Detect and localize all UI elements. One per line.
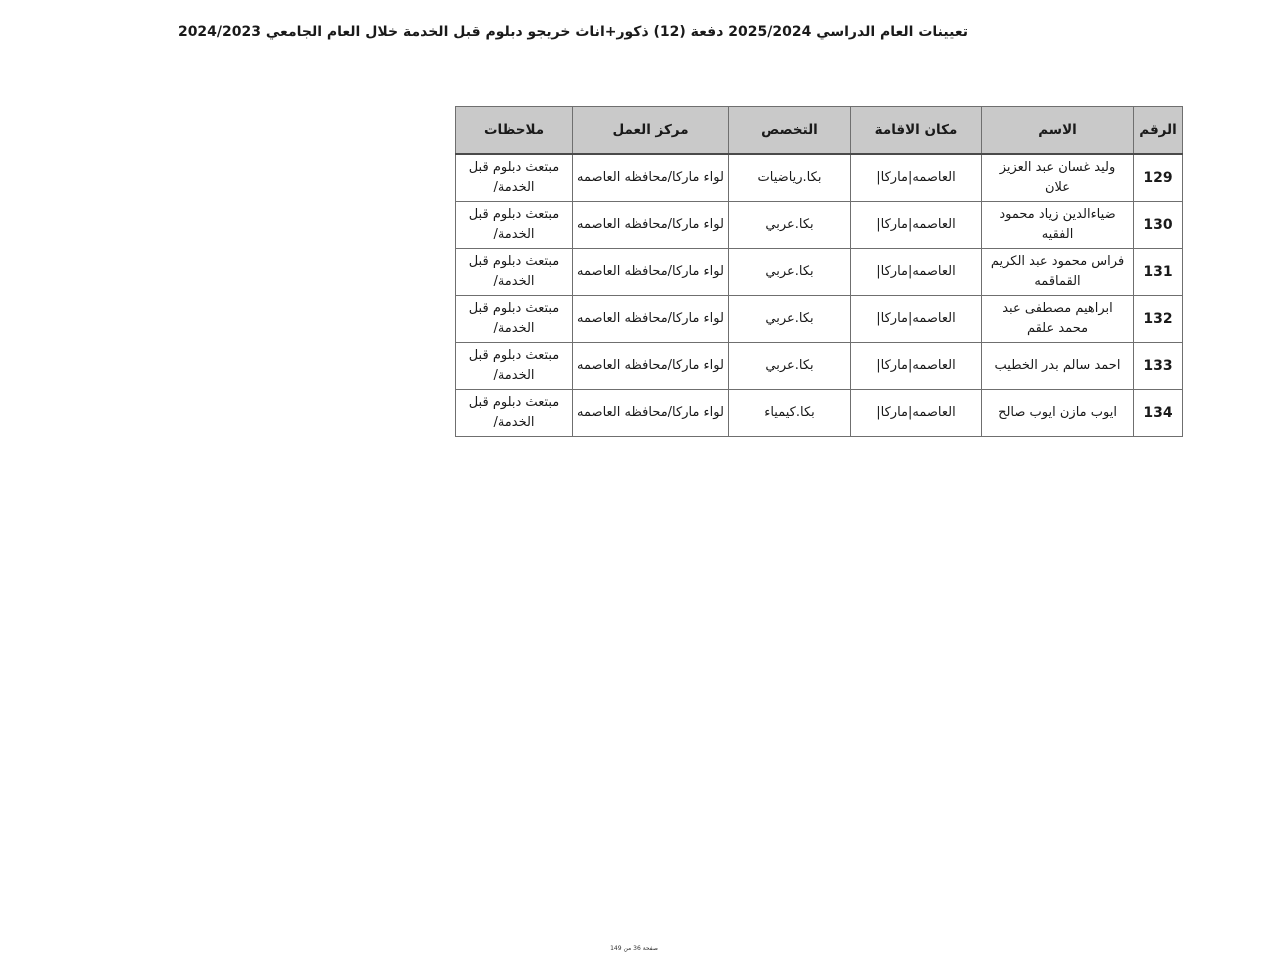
cell-name: احمد سالم بدر الخطيب: [982, 343, 1134, 390]
cell-notes: مبتعث دبلوم قبل الخدمة/: [456, 343, 573, 390]
cell-specialization: بكا.عربي: [729, 343, 851, 390]
cell-specialization: بكا.عربي: [729, 296, 851, 343]
cell-specialization: بكا.كيمياء: [729, 390, 851, 437]
cell-residence: العاصمه|ماركا|: [851, 390, 982, 437]
cell-work-center: لواء ماركا/محافظه العاصمه: [573, 343, 729, 390]
header-work-center: مركز العمل: [573, 107, 729, 155]
cell-notes: مبتعث دبلوم قبل الخدمة/: [456, 296, 573, 343]
cell-number: 130: [1134, 202, 1183, 249]
cell-work-center: لواء ماركا/محافظه العاصمه: [573, 390, 729, 437]
cell-number: 133: [1134, 343, 1183, 390]
cell-residence: العاصمه|ماركا|: [851, 249, 982, 296]
table-row: [456, 202, 1183, 249]
cell-work-center: لواء ماركا/محافظه العاصمه: [573, 154, 729, 202]
cell-work-center: لواء ماركا/محافظه العاصمه: [573, 296, 729, 343]
page-title: تعيينات العام الدراسي 2025/2024 دفعة (12) ذكور+اناث خريجو دبلوم قبل الخدمة خلال العام الجامعي 2024/2023: [177, 24, 968, 40]
cell-name: وليد غسان عبد العزيز علان: [982, 154, 1134, 202]
cell-work-center: لواء ماركا/محافظه العاصمه: [573, 249, 729, 296]
header-specialization: التخصص: [729, 107, 851, 155]
cell-number: 131: [1134, 249, 1183, 296]
cell-name: فراس محمود عبد الكريم القماقمه: [982, 249, 1134, 296]
cell-number: 132: [1134, 296, 1183, 343]
cell-specialization: بكا.عربي: [729, 202, 851, 249]
cell-notes: مبتعث دبلوم قبل الخدمة/: [456, 390, 573, 437]
page-footer: صفحة 36 من 149: [610, 945, 658, 952]
table-row: [456, 249, 1183, 296]
cell-notes: مبتعث دبلوم قبل الخدمة/: [456, 249, 573, 296]
appointments-table: [455, 106, 1183, 437]
cell-work-center: لواء ماركا/محافظه العاصمه: [573, 202, 729, 249]
table-header: [456, 107, 1183, 155]
cell-residence: العاصمه|ماركا|: [851, 154, 982, 202]
cell-specialization: بكا.رياضيات: [729, 154, 851, 202]
table-row: [456, 296, 1183, 343]
cell-residence: العاصمه|ماركا|: [851, 202, 982, 249]
cell-number: 129: [1134, 154, 1183, 202]
table-row: [456, 154, 1183, 202]
cell-notes: مبتعث دبلوم قبل الخدمة/: [456, 202, 573, 249]
cell-name: ضياءالدين زياد محمود الفقيه: [982, 202, 1134, 249]
cell-residence: العاصمه|ماركا|: [851, 343, 982, 390]
cell-residence: العاصمه|ماركا|: [851, 296, 982, 343]
cell-name: ايوب مازن ايوب صالح: [982, 390, 1134, 437]
table-body: [456, 154, 1183, 437]
cell-number: 134: [1134, 390, 1183, 437]
header-number: الرقم: [1134, 107, 1183, 155]
table-row: [456, 343, 1183, 390]
cell-name: ابراهيم مصطفى عبد محمد علقم: [982, 296, 1134, 343]
header-residence: مكان الاقامة: [851, 107, 982, 155]
table-row: [456, 390, 1183, 437]
table-header-row: [456, 107, 1183, 155]
cell-notes: مبتعث دبلوم قبل الخدمة/: [456, 154, 573, 202]
header-notes: ملاحظات: [456, 107, 573, 155]
cell-specialization: بكا.عربي: [729, 249, 851, 296]
header-name: الاسم: [982, 107, 1134, 155]
